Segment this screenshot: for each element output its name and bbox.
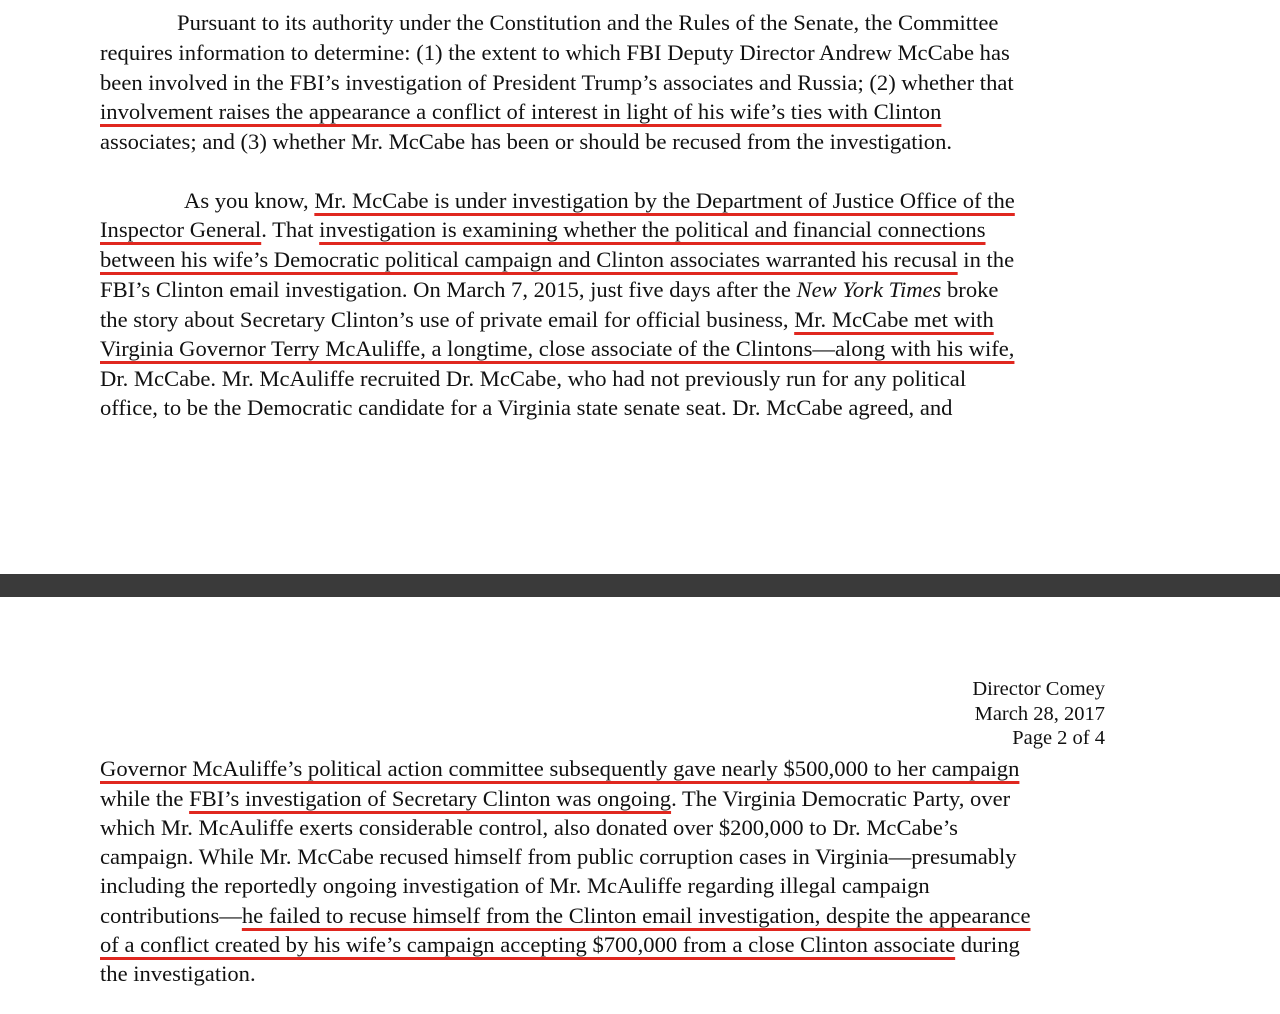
body-line2: [100, 784, 1010, 814]
header-addressee: Director Comey: [972, 678, 1105, 700]
text-run: contributions—: [100, 903, 242, 928]
para2-line8: office, to be the Democratic candidate for a Virginia state senate seat. Dr. McCabe agreed, and: [100, 395, 953, 420]
body-line8: the investigation.: [100, 961, 256, 986]
highlighted-phrase: of a conflict created by his wife’s campaign accepting $700,000 from a close Clinton associate: [100, 932, 956, 957]
document-page-2: [0, 597, 1280, 1014]
highlighted-phrase: involvement raises the appearance a conflict of interest in light of his wife’s ties with Clinton: [100, 99, 942, 124]
text-run: the story about Secretary Clinton’s use of private email for official business,: [100, 307, 795, 332]
body-line4: campaign. While Mr. McCabe recused himself from public corruption cases in Virginia—presumably: [100, 844, 1017, 869]
para1-line3: been involved in the FBI’s investigation of President Trump’s associates and Russia; (2) whether that: [100, 70, 1014, 95]
para2-line2: [100, 215, 986, 245]
body-line1: [100, 754, 1019, 784]
highlighted-phrase: investigation is examining whether the political and financial connections: [319, 217, 986, 242]
text-run: . That: [261, 217, 320, 242]
highlighted-phrase: Inspector General: [100, 217, 262, 242]
text-run: in the: [957, 247, 1015, 272]
highlighted-phrase: between his wife’s Democratic political campaign and Clinton associates warranted his recusal: [100, 247, 958, 272]
highlighted-phrase: Governor McAuliffe’s political action committee subsequently gave nearly $500,000 to her campaign: [100, 756, 1020, 781]
text-run: FBI’s Clinton email investigation. On March 7, 2015, just five days after the: [100, 277, 797, 302]
newspaper-title: New York Times: [796, 277, 942, 302]
highlighted-phrase: Virginia Governor Terry McAuliffe, a longtime, close associate of the Clintons—along with his wife,: [100, 336, 1015, 361]
header-date: March 28, 2017: [974, 703, 1105, 725]
para2-line1: [184, 186, 1015, 216]
para2-line4: [100, 275, 998, 305]
body-line6: [100, 901, 1030, 931]
para2-line6: [100, 334, 1014, 364]
body-line5: including the reportedly ongoing investigation of Mr. McAuliffe regarding illegal campaign: [100, 873, 930, 898]
page-divider: [0, 574, 1280, 597]
text-run: . The Virginia Democratic Party, over: [671, 786, 1011, 811]
text-run: As you know,: [184, 188, 315, 213]
highlighted-phrase: Mr. McCabe is under investigation by the Department of Justice Office of the: [314, 188, 1015, 213]
highlighted-phrase: FBI’s investigation of Secretary Clinton was ongoing: [189, 786, 672, 811]
header-page-number: Page 2 of 4: [1012, 727, 1105, 749]
para2-line3: [100, 245, 1014, 275]
para2-line5: [100, 305, 994, 335]
para2-line7: Dr. McCabe. Mr. McAuliffe recruited Dr. McCabe, who had not previously run for any political: [100, 366, 967, 391]
text-run: while the: [100, 786, 190, 811]
body-line3: which Mr. McAuliffe exerts considerable control, also donated over $200,000 to Dr. McCabe’s: [100, 815, 958, 840]
text-run: broke: [941, 277, 999, 302]
body-line7: [100, 930, 1020, 960]
highlighted-phrase: he failed to recuse himself from the Clinton email investigation, despite the appearance: [241, 903, 1031, 928]
highlighted-phrase: Mr. McCabe met with: [794, 307, 994, 332]
para1-line1: Pursuant to its authority under the Constitution and the Rules of the Senate, the Committee: [177, 10, 999, 35]
para1-line5: associates; and (3) whether Mr. McCabe has been or should be recused from the investigation.: [100, 129, 953, 154]
para1-line4: [100, 97, 941, 127]
text-run: during: [955, 932, 1020, 957]
para1-line2: requires information to determine: (1) the extent to which FBI Deputy Director Andrew McCabe has: [100, 40, 1010, 65]
